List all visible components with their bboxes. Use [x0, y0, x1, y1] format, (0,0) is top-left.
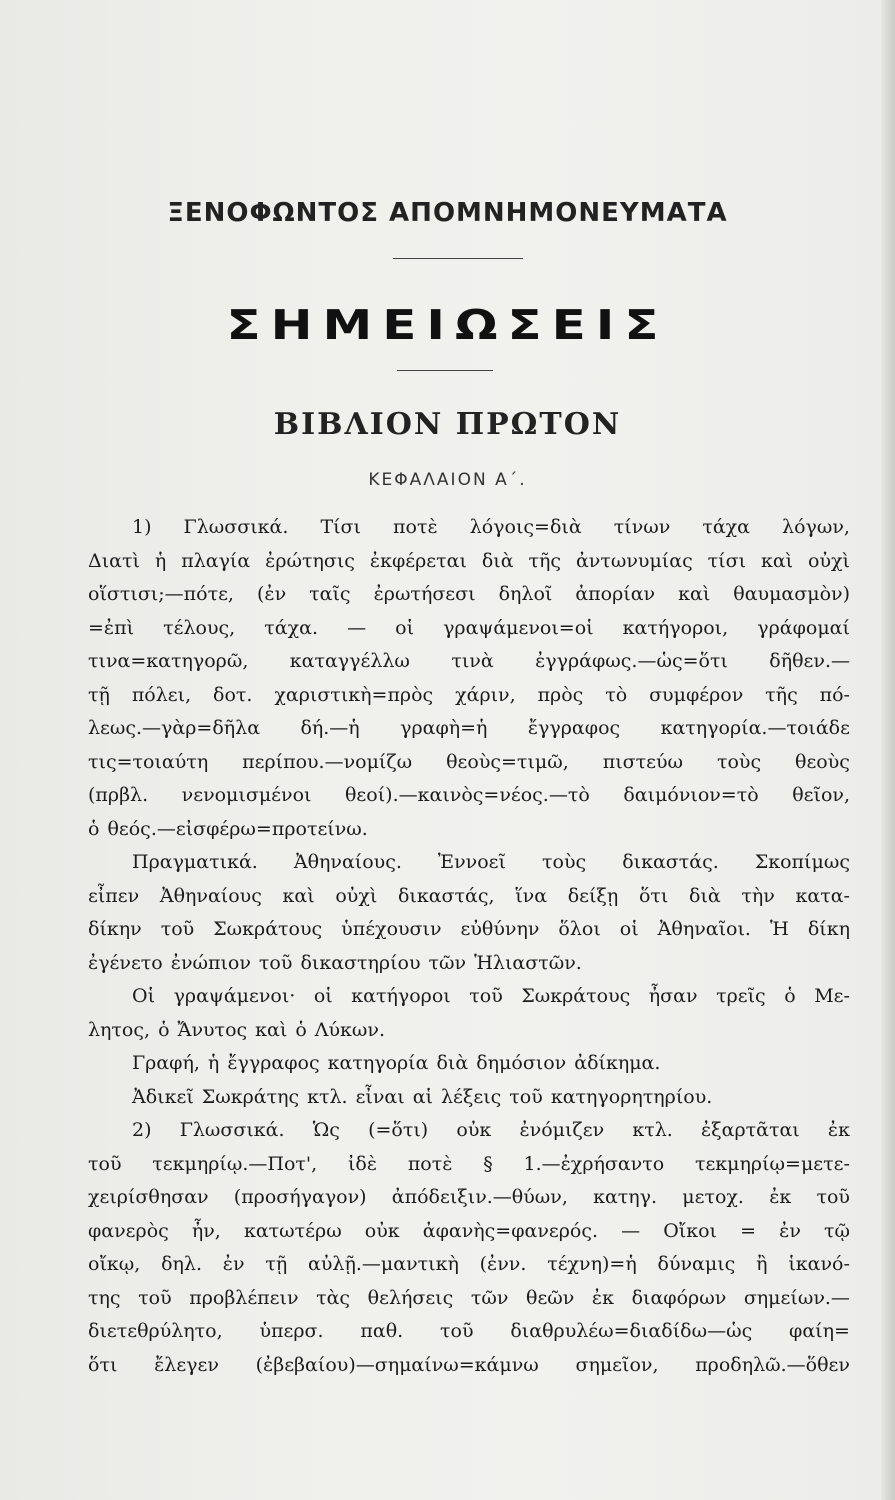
word: αἱ: [412, 1085, 433, 1108]
word: πλαγία: [181, 549, 251, 572]
word: πρὸς: [537, 683, 584, 706]
word: ποτὲ: [393, 516, 438, 538]
word: τοῦ: [469, 985, 503, 1007]
word: ὁ: [88, 817, 100, 840]
word: ἐκφέρεται: [369, 549, 467, 572]
text-line: [88, 717, 850, 751]
word: ἐν: [222, 1253, 245, 1275]
word: Σκοπίμως: [754, 851, 850, 873]
word: θεοί).—καινὸς=νέος.—τὸ: [344, 784, 590, 806]
word: ἀφανὴς=φανερός.: [422, 1219, 599, 1242]
word: τινα=κατηγορῶ,: [88, 650, 249, 672]
word: ὅτι: [638, 884, 669, 907]
word: οἱ: [313, 985, 333, 1007]
word: τοῦ: [88, 1152, 122, 1175]
word: τις=τοιαύτη: [88, 750, 209, 773]
word: Λύκων.: [314, 1018, 385, 1041]
word: ἀπορίαν: [575, 583, 656, 605]
word: ἐκ: [769, 1186, 792, 1208]
word: δικαστάς.: [622, 851, 719, 873]
word: της: [88, 1286, 121, 1309]
word: καὶ: [760, 549, 794, 572]
word: διετεθρύλητο,: [88, 1320, 223, 1342]
word: θεός.—εἰσφέρω=προτείνω.: [107, 817, 368, 840]
word: τῷ: [823, 1219, 850, 1242]
word: δηλ.: [161, 1253, 202, 1275]
word: δείξῃ: [567, 884, 619, 907]
word: δικαστάς,: [397, 884, 495, 907]
word: Γραφή,: [132, 1052, 200, 1074]
word: τίσι: [707, 549, 747, 572]
word: τρεῖς: [716, 985, 766, 1007]
word: τὰς: [316, 1286, 351, 1309]
notes-body: [88, 516, 850, 1387]
text-line: [88, 952, 850, 986]
word: ὅλοι: [558, 918, 601, 940]
word: ἀδίκημα.: [574, 1052, 661, 1074]
text-line: [88, 516, 850, 550]
word: οἱ: [619, 918, 639, 940]
word: Ἐννοεῖ: [437, 851, 506, 873]
word: Ἡ: [769, 918, 789, 940]
word: ἡ: [154, 549, 167, 572]
divider-dotted: [393, 258, 523, 259]
word: ποτὲ: [407, 1152, 453, 1175]
word: διαφόρων: [631, 1286, 727, 1309]
word: Γλωσσικά.: [179, 1119, 285, 1141]
word: (πρβλ.: [88, 784, 149, 806]
word: τέλους,: [163, 616, 236, 639]
word: κατηγ.: [593, 1186, 658, 1208]
word: 1.—ἐχρήσαντο: [523, 1152, 665, 1175]
word: αὐλῇ.—μαντικὴ: [308, 1253, 459, 1275]
word: Οἱ: [132, 985, 156, 1007]
word: τὴν: [741, 884, 775, 907]
word: τεκμηρίῳ.—Ποτ',: [152, 1152, 318, 1175]
word: ταῖς: [309, 583, 351, 605]
word: τέχνη)=ἡ: [547, 1253, 637, 1275]
chapter-heading: ΚΕΦΑΛΑΙΟΝ Α΄.: [368, 470, 527, 490]
word: οὐκ: [456, 1119, 492, 1141]
word: (=ὅτι): [368, 1119, 429, 1141]
word: Οἴκοι: [663, 1219, 718, 1242]
word: ἐνόμιζεν: [519, 1119, 605, 1141]
word: Σωκράτους: [213, 918, 323, 940]
word: Ἀθηναῖοι.: [657, 918, 751, 940]
book-title: ΒΙΒΛΙΟΝ ΠΡΩΤΟΝ: [273, 407, 622, 442]
word: οὐχὶ: [335, 884, 378, 907]
word: τινὰ: [451, 650, 494, 672]
word: Ἡλιαστῶν.: [474, 951, 582, 974]
word: φαίη=: [789, 1320, 850, 1342]
word: Ἀδικεῖ: [132, 1085, 194, 1108]
word: τῶν: [428, 951, 467, 974]
word: γράφομαί: [757, 616, 850, 639]
word: κατωτέρω: [243, 1219, 342, 1242]
word: γραψάμενοι·: [173, 985, 296, 1007]
word: οἵστισι;—πότε,: [88, 583, 234, 605]
word: ἦσαν: [648, 985, 698, 1007]
word: τῇ: [265, 1253, 288, 1275]
word: πόλει,: [131, 683, 192, 706]
word: διὰ: [689, 884, 721, 907]
word: λόγοις=διὰ: [469, 516, 582, 538]
word: τοὺς: [542, 851, 587, 873]
word: ἐρώτησις: [265, 549, 355, 572]
word: τίνων: [613, 516, 671, 538]
word: τοῦ: [138, 1286, 172, 1309]
word: προβλέπειν: [189, 1286, 299, 1309]
word: ἐγγράφως.—ὡς=ὅτι: [535, 650, 728, 672]
word: χαριστικὴ=πρὸς: [274, 683, 434, 706]
word: τάχα.: [264, 616, 318, 639]
word: Ἄνυτος: [177, 1018, 248, 1041]
word: κατα-: [795, 884, 850, 907]
word: Σωκράτης: [201, 1085, 300, 1108]
word: θαυμασμὸν): [733, 583, 850, 605]
word: νενομισμένοι: [181, 784, 312, 806]
text-line: [88, 851, 850, 885]
word: διαθρυλέω=διαδίδω—ὡς: [510, 1320, 753, 1342]
word: εὐθύνην: [460, 918, 540, 940]
word: ἔγγραφος: [527, 717, 621, 739]
word: κατηγορία.—τοιάδε: [660, 717, 850, 739]
word: δοτ.: [213, 683, 253, 706]
text-line: [88, 650, 850, 684]
word: κατηγορητηρίου.: [550, 1085, 713, 1108]
text-line: [88, 1253, 850, 1287]
word: λεως.—γὰρ=δῆλα: [88, 717, 261, 739]
text-line: [88, 1354, 850, 1388]
word: οἴκῳ,: [88, 1253, 141, 1275]
word: λέξεις: [441, 1085, 502, 1108]
word: κατήγοροι,: [622, 616, 729, 639]
word: τοῦ: [509, 1085, 543, 1108]
word: κτλ.: [632, 1119, 673, 1141]
word: Διατὶ: [88, 549, 140, 572]
word: (ἐν: [256, 583, 287, 605]
text-line: [88, 617, 850, 651]
text-line: [88, 1019, 850, 1053]
word: ὑπέχουσιν: [341, 918, 442, 940]
word: §: [483, 1152, 493, 1175]
word: δύναμις: [657, 1253, 736, 1275]
word: καὶ: [282, 884, 315, 907]
word: ἐκ: [827, 1119, 850, 1141]
word: λητος,: [88, 1018, 151, 1041]
word: περίπου.—νομίζω: [242, 750, 413, 773]
word: δίκη: [807, 918, 850, 940]
word: παθ.: [360, 1320, 404, 1342]
word: δηλοῖ: [498, 583, 553, 605]
word: ἀπόδειξιν.—θύων,: [391, 1186, 568, 1208]
word: ἐξαρτᾶται: [700, 1119, 800, 1141]
word: ἐν: [779, 1219, 801, 1242]
word: Ἀθηναίους.: [293, 851, 402, 873]
word: τοῦ: [258, 951, 293, 974]
word: ἐνώπιον: [170, 951, 251, 974]
word: τοὺς: [716, 750, 762, 773]
main-title: ΣΗΜΕΙΩΣΕΙΣ: [226, 301, 669, 349]
word: ὁ: [295, 1018, 307, 1041]
word: δῆθεν.—: [769, 650, 850, 672]
word: δαιμόνιον=τὸ: [623, 784, 759, 806]
word: Γλωσσικά.: [183, 516, 289, 538]
word: τῶν: [470, 1286, 509, 1309]
word: ἐρωτήσεσι: [373, 583, 476, 605]
text-line: [88, 1320, 850, 1354]
divider: [397, 370, 493, 371]
running-header: ΞΕΝΟΦΩΝΤΟΣ ΑΠΟΜΝΗΜΟΝΕΥΜΑΤΑ: [167, 198, 728, 228]
word: —: [621, 1219, 641, 1242]
word: δή.—ἡ: [300, 717, 360, 739]
word: συμφέρον: [649, 683, 744, 706]
word: οὐχὶ: [808, 549, 850, 572]
word: ἵνα: [515, 884, 548, 907]
word: διὰ: [481, 549, 514, 572]
word: πό-: [819, 683, 850, 706]
word: τοῦ: [816, 1186, 850, 1208]
word: (ἐνν.: [479, 1253, 527, 1275]
text-line: [88, 1153, 850, 1187]
word: τοῦ: [160, 918, 195, 940]
word: καὶ: [255, 1018, 288, 1041]
word: σημείων.—: [743, 1286, 850, 1309]
word: ἦν,: [191, 1219, 221, 1242]
text-line: [88, 684, 850, 718]
word: ἐκ: [591, 1286, 614, 1309]
text-line: [88, 1119, 850, 1153]
word: =: [740, 1219, 757, 1242]
text-line: [88, 751, 850, 785]
word: τοῦ: [440, 1320, 474, 1342]
text-line: [88, 985, 850, 1019]
word: εἶπεν: [88, 884, 140, 907]
word: προδηλῶ.—ὅθεν: [695, 1353, 850, 1376]
word: δίκην: [88, 918, 142, 940]
word: ὑπερσ.: [259, 1320, 324, 1342]
text-line: [88, 550, 850, 584]
word: ὁ: [784, 985, 796, 1007]
word: Τίσι: [320, 516, 361, 538]
word: τάχα: [702, 516, 751, 538]
word: δικαστηρίου: [300, 951, 421, 974]
word: θεοὺς=τιμῶ,: [446, 750, 569, 773]
word: ἔγγραφος: [227, 1052, 320, 1074]
word: ἡ: [207, 1052, 220, 1074]
text-line: [88, 1287, 850, 1321]
text-line: [88, 784, 850, 818]
word: γραφὴ=ἡ: [400, 717, 488, 739]
word: χειρίσθησαν: [88, 1186, 209, 1208]
word: τῆς: [765, 683, 798, 706]
word: Σωκράτους: [521, 985, 631, 1007]
word: ἀντωνυμίας: [575, 549, 693, 572]
word: γραψάμενοι=οἱ: [443, 616, 594, 639]
word: (ἐβεβαίου)—σημαίνω=κάμνω: [255, 1353, 539, 1376]
word: κτλ.: [307, 1085, 348, 1108]
text-line: [88, 885, 850, 919]
word: οἱ: [395, 616, 415, 639]
word: θεῶν: [526, 1286, 575, 1309]
word: —: [347, 616, 367, 639]
word: διὰ: [436, 1052, 469, 1074]
word: πιστεύω: [602, 750, 684, 773]
word: χάριν,: [455, 683, 516, 706]
text-line: [88, 1052, 850, 1086]
text-line: [88, 1220, 850, 1254]
word: θελήσεις: [367, 1286, 454, 1309]
word: ἐγένετο: [88, 951, 163, 974]
word: Με-: [814, 985, 850, 1007]
word: εἶναι: [355, 1085, 405, 1108]
word: τῇ: [88, 683, 110, 706]
text-line: [88, 1086, 850, 1120]
word: δημόσιον: [476, 1052, 567, 1074]
word: οὐκ: [364, 1219, 400, 1242]
word: καταγγέλλω: [289, 650, 410, 672]
word: τὸ: [605, 683, 628, 706]
text-line: [88, 1186, 850, 1220]
word: Ὡς: [312, 1119, 340, 1141]
word: (προσήγαγον): [233, 1186, 367, 1208]
word: ὅτι: [88, 1353, 118, 1376]
text-line: [88, 918, 850, 952]
word: ὁ: [158, 1018, 170, 1041]
word: ἰδὲ: [347, 1152, 378, 1175]
word: καὶ: [678, 583, 711, 605]
word: 1): [132, 516, 152, 538]
word: ἢ: [756, 1253, 768, 1275]
text-line: [88, 818, 850, 852]
word: τῆς: [528, 549, 562, 572]
word: θεῖον,: [792, 784, 850, 806]
word: κατηγορία: [327, 1052, 429, 1074]
text-line: [88, 583, 850, 617]
word: Πραγματικά.: [132, 851, 258, 873]
word: ἱκανό-: [788, 1253, 850, 1275]
word: θεοὺς: [795, 750, 850, 773]
word: ἔλεγεν: [154, 1353, 219, 1376]
word: Ἀθηναίους: [159, 884, 262, 907]
word: =ἐπὶ: [88, 616, 135, 639]
word: κατήγοροι: [351, 985, 451, 1007]
word: μετοχ.: [682, 1186, 744, 1208]
word: τεκμηρίῳ=μετε-: [694, 1152, 850, 1175]
word: 2): [132, 1119, 152, 1141]
word: φανερὸς: [88, 1219, 169, 1242]
word: σημεῖον,: [575, 1353, 659, 1376]
word: λόγων,: [782, 516, 850, 538]
